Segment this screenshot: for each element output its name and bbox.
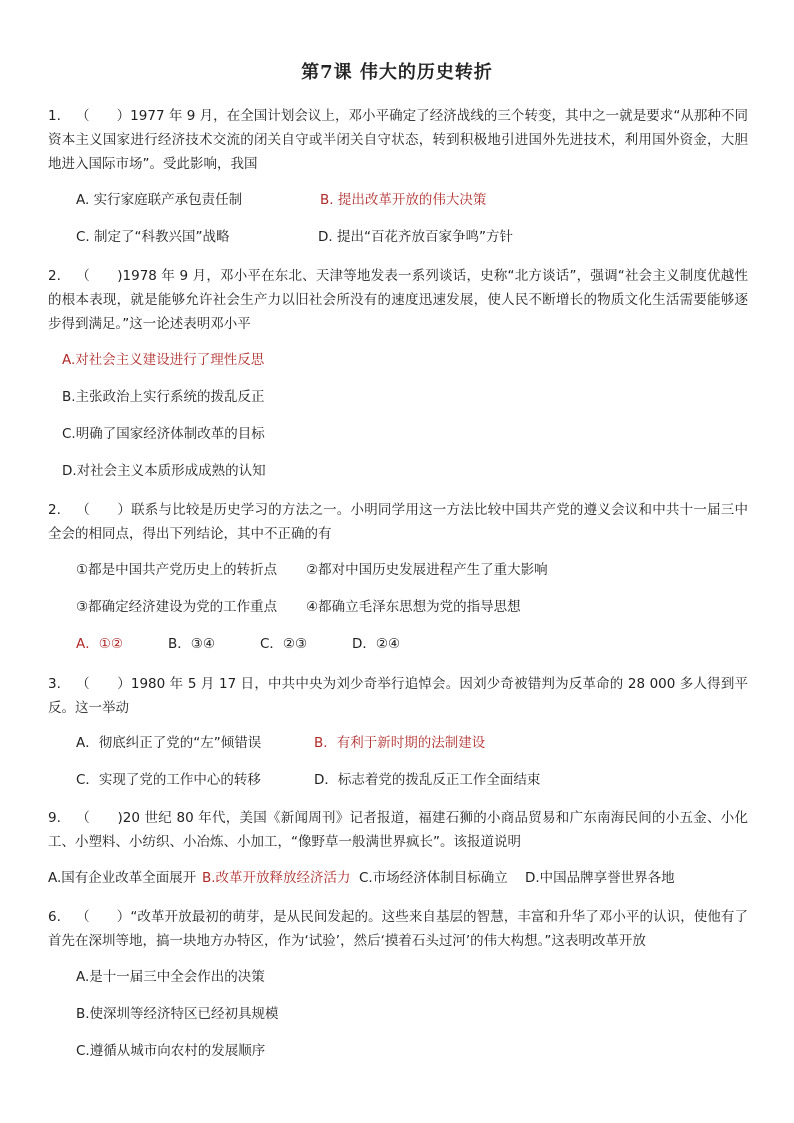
q2a-option-d: D.对社会主义本质形成成熟的认知: [62, 463, 266, 479]
q3-option-d: D．标志着党的拨乱反正工作全面结束: [314, 772, 541, 788]
question-number: 9.: [48, 810, 61, 826]
q9-option-b: B.改革开放释放经济活力: [202, 870, 351, 886]
question-stem: （ ）“改革开放最初的萌芽，是从民间发起的。这些来自基层的智慧，丰富和升华了邓小平的认识，使他有了首先在深圳等地，搞一块地方办特区，作为‘试验’，然后‘摸着石头过河’的伟大构想。”这表明改革开放: [48, 909, 748, 949]
q2a-option-b: B.主张政治上实行系统的拨乱反正: [62, 389, 265, 405]
q3-option-c: C．实现了党的工作中心的转移: [76, 772, 261, 788]
question-stem: （ ）1980 年 5 月 17 日，中共中央为刘少奇举行追悼会。因刘少奇被错判为反革命的 28 000 多人得到平反。这一举动: [48, 676, 748, 716]
q2b-option-b: B．③④: [168, 636, 215, 652]
q1-option-d: D. 提出“百花齐放百家争鸣”方针: [318, 229, 513, 245]
q1-option-c: C. 制定了“科教兴国”战略: [76, 229, 230, 245]
q2a-option-c: C.明确了国家经济体制改革的目标: [62, 426, 265, 442]
q2b-statement-2: ②都对中国历史发展进程产生了重大影响: [306, 562, 548, 578]
question-number: 3.: [48, 676, 61, 692]
question-number: 6.: [48, 909, 61, 925]
q9-option-c: C.市场经济体制目标确立: [359, 870, 508, 886]
q2b-statement-1: ①都是中国共产党历史上的转折点: [76, 562, 278, 578]
q9-option-a: A.国有企业改革全面展开: [48, 870, 197, 886]
q1-option-b: B. 提出改革开放的伟大决策: [320, 192, 487, 208]
q6-option-c: C.遵循从城市向农村的发展顺序: [76, 1043, 266, 1059]
question-number: 2.: [48, 268, 61, 284]
question-1: [48, 104, 748, 176]
question-2a: [48, 264, 748, 336]
q2b-option-a: A．①②: [76, 636, 123, 652]
question-9: [48, 806, 748, 854]
q9-option-d: D.中国品牌享誉世界各地: [525, 870, 675, 886]
question-number: 2.: [48, 502, 61, 518]
q2b-option-c: C．②③: [260, 636, 308, 652]
question-6: [48, 905, 748, 953]
q2b-statement-4: ④都确立毛泽东思想为党的指导思想: [306, 599, 521, 615]
page-title: 第7课 伟大的历史转折: [301, 62, 493, 83]
question-stem: （ ）联系与比较是历史学习的方法之一。小明同学用这一方法比较中国共产党的遵义会议和中共十一届三中全会的相同点，得出下列结论，其中不正确的有: [48, 502, 748, 542]
question-3: [48, 672, 748, 720]
question-number: 1.: [48, 108, 61, 124]
q3-option-b: B．有利于新时期的法制建设: [314, 735, 486, 751]
question-stem: （ ）1977 年 9 月，在全国计划会议上，邓小平确定了经济战线的三个转变，其中之一就是要求“从那种不同资本主义国家进行经济技术交流的闭关自守或半闭关自守状态，转到积极地引进国外先进技术，利用国外资金，大胆地进入国际市场”。受此影响，我国: [48, 108, 748, 172]
q6-option-b: B.使深圳等经济特区已经初具规模: [76, 1006, 279, 1022]
q3-option-a: A．彻底纠正了党的“左”倾错误: [76, 735, 262, 751]
q2b-statement-3: ③都确定经济建设为党的工作重点: [76, 599, 278, 615]
question-stem: （ )20 世纪 80 年代，美国《新闻周刊》记者报道，福建石狮的小商品贸易和广东南海民间的小五金、小化工、小塑料、小纺织、小冶炼、小加工，“像野草一般满世界疯长”。该报道说明: [48, 810, 748, 850]
question-stem: （ )1978 年 9 月，邓小平在东北、天津等地发表一系列谈话，史称“北方谈话”，强调“社会主义制度优越性的根本表现，就是能够允许社会生产力以旧社会所没有的速度迅速发展，使人民不断增长的物质文化生活需要能够逐步得到满足。”这一论述表明邓小平: [48, 268, 748, 332]
q6-option-a: A.是十一届三中全会作出的决策: [76, 969, 265, 985]
q2b-option-d: D．②④: [352, 636, 401, 652]
q1-option-a: A. 实行家庭联产承包责任制: [76, 192, 243, 208]
q2a-option-a: A.对社会主义建设进行了理性反思: [62, 352, 265, 368]
question-2b: [48, 498, 748, 546]
